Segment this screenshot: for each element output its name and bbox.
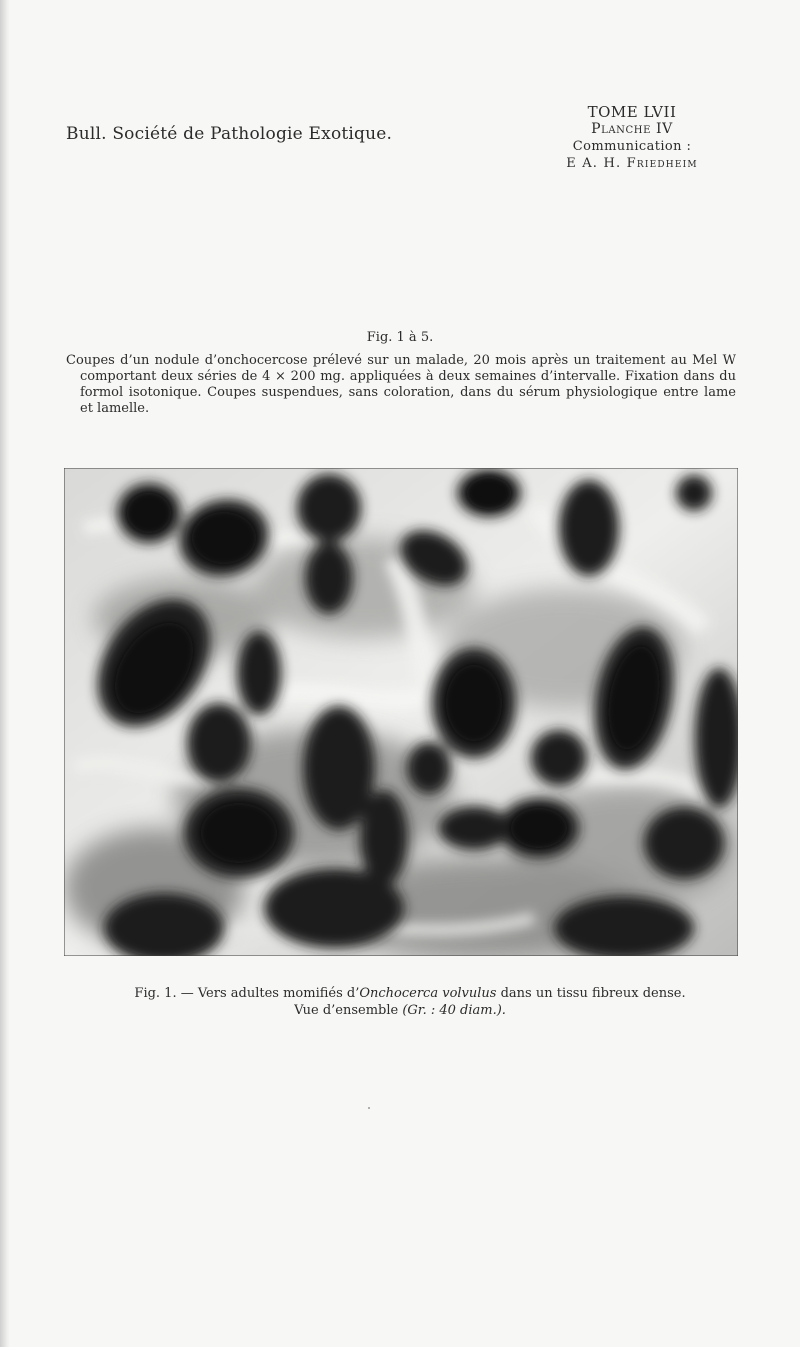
plate-description (66, 353, 736, 417)
page-speck (368, 1107, 370, 1109)
caption-species: Onchocerca volvulus (359, 986, 497, 1001)
tome-number: TOME LVII (587, 103, 677, 121)
communication-label: Communication : (572, 139, 692, 154)
caption-overview: Vue d’ensemble (294, 1003, 403, 1018)
caption-line-2 (0, 1002, 800, 1019)
figure-range: Fig. 1 à 5. (366, 330, 434, 345)
caption-suffix: dans un tissu fibreux dense. (496, 986, 686, 1001)
plate-number: Planche IV (591, 121, 673, 137)
journal-title: Bull. Société de Pathologie Exotique. (66, 124, 393, 144)
micrograph-image (64, 468, 738, 956)
author-name: E A. H. Friedheim (566, 156, 698, 171)
caption-magnification: (Gr. : 40 diam.). (402, 1003, 506, 1018)
plate-header (522, 104, 742, 172)
caption-line-1 (0, 985, 800, 1002)
page-edge-shadow (0, 0, 10, 1347)
micrograph-figure-1 (64, 468, 738, 956)
description-text: Coupes d’un nodule d’onchocercose prélevé sur un malade, 20 mois après un traitement au Mel W comportant deux séries de 4 × 200 mg. appliquées à deux semaines d’intervalle. Fixation dans du formol isotonique. Coupes suspendues, sans coloration, dans du sérum physiologique entre lame et lamelle. (66, 353, 736, 416)
figure-1-caption (0, 985, 800, 1019)
caption-prefix: Fig. 1. — Vers adultes momifiés d’ (134, 986, 360, 1001)
